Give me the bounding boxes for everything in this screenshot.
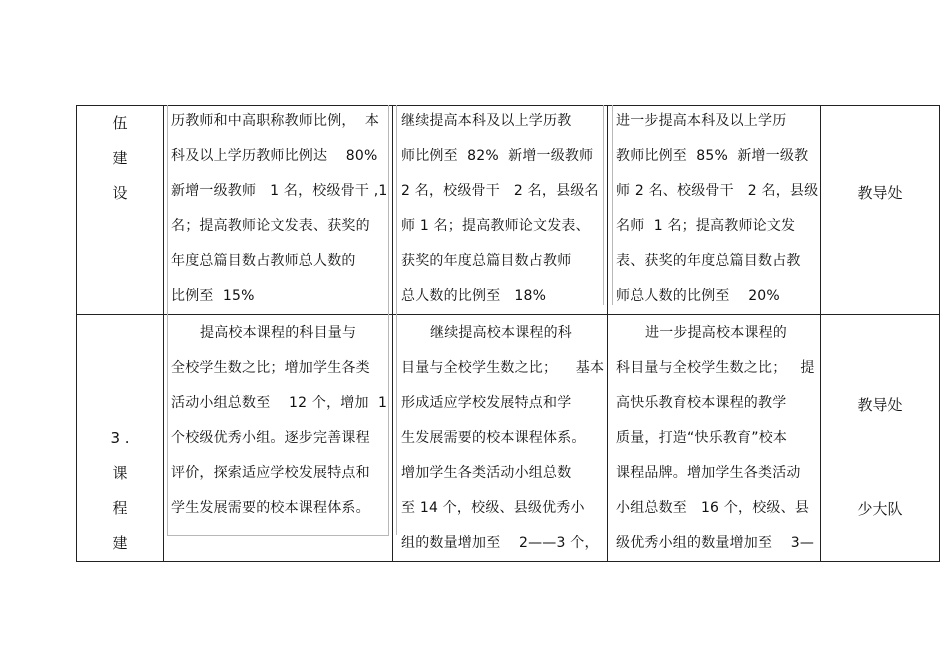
table-right-border bbox=[939, 105, 940, 562]
cell-line: 师总人数的比例至 20% bbox=[616, 288, 780, 304]
category-char: 建 bbox=[112, 534, 128, 552]
cell-line: 质量，打造“快乐教育”校本 bbox=[616, 430, 788, 446]
cell-line: 生发展需要的校本课程体系。 bbox=[401, 430, 586, 446]
cell-line: 科及以上学历教师比例达 80% bbox=[171, 148, 378, 164]
cell-line: 评价，探索适应学校发展特点和 bbox=[171, 465, 370, 481]
inner-line bbox=[603, 105, 604, 305]
cell-line: 级优秀小组的数量增加至 3— bbox=[616, 535, 815, 551]
column-divider bbox=[820, 105, 821, 562]
category-char: 设 bbox=[112, 184, 128, 202]
cell-line: 活动小组总数至 12 个，增加 1 bbox=[171, 395, 388, 411]
cell-line: 组的数量增加至 2——3 个， bbox=[401, 535, 599, 551]
column-divider bbox=[392, 105, 393, 562]
category-char: 课 bbox=[112, 464, 128, 482]
cell-line: 课程品牌。增加学生各类活动 bbox=[616, 465, 801, 481]
row-divider bbox=[76, 314, 940, 315]
cell-line: 年度总篇目数占教师总人数的 bbox=[171, 253, 356, 269]
cell-line: 全校学生数之比；增加学生各类 bbox=[171, 360, 370, 376]
category-char: 3 . bbox=[110, 429, 130, 447]
inner-line bbox=[396, 105, 397, 535]
department-label: 教导处 bbox=[857, 184, 903, 202]
cell-line: 进一步提高校本课程的 bbox=[645, 325, 787, 341]
cell-line: 科目量与全校学生数之比； 提 bbox=[616, 360, 815, 376]
inner-line bbox=[167, 535, 389, 536]
cell-line: 进一步提高本科及以上学历 bbox=[616, 113, 787, 129]
table-left-border bbox=[76, 105, 77, 562]
cell-line: 提高校本课程的科目量与 bbox=[200, 325, 357, 341]
cell-line: 名师 1 名；提高教师论文发 bbox=[616, 218, 796, 234]
department-label: 教导处 bbox=[857, 396, 903, 414]
cell-line: 小组总数至 16 个，校级、县 bbox=[616, 500, 810, 516]
cell-line: 表、获奖的年度总篇目数占教 bbox=[616, 253, 801, 269]
cell-line: 总人数的比例至 18% bbox=[401, 288, 547, 304]
cell-line: 名；提高教师论文发表、获奖的 bbox=[171, 218, 370, 234]
table-bottom-border bbox=[76, 561, 940, 562]
column-divider bbox=[607, 105, 608, 562]
cell-line: 历教师和中高职称教师比例， 本 bbox=[171, 113, 380, 129]
category-char: 程 bbox=[112, 499, 128, 517]
cell-line: 形成适应学校发展特点和学 bbox=[401, 395, 572, 411]
category-char: 建 bbox=[112, 149, 128, 167]
cell-line: 师 2 名、校级骨干 2 名，县级 bbox=[616, 183, 819, 199]
cell-line: 新增一级教师 1 名，校级骨干 ,1 bbox=[171, 183, 388, 199]
department-label: 少大队 bbox=[857, 500, 903, 518]
cell-line: 师比例至 82% 新增一级教师 bbox=[401, 148, 594, 164]
cell-line: 获奖的年度总篇目数占教师 bbox=[401, 253, 572, 269]
category-char: 伍 bbox=[112, 114, 128, 132]
cell-line: 增加学生各类活动小组总数 bbox=[401, 465, 572, 481]
cell-line: 高快乐教育校本课程的教学 bbox=[616, 395, 787, 411]
cell-line: 教师比例至 85% 新增一级教 bbox=[616, 148, 809, 164]
inner-line bbox=[388, 105, 389, 535]
inner-line bbox=[612, 105, 613, 305]
cell-line: 继续提高校本课程的科 bbox=[430, 325, 572, 341]
cell-line: 继续提高本科及以上学历教 bbox=[401, 113, 572, 129]
inner-line bbox=[167, 105, 168, 535]
cell-line: 个校级优秀小组。逐步完善课程 bbox=[171, 430, 370, 446]
cell-line: 学生发展需要的校本课程体系。 bbox=[171, 500, 370, 516]
cell-line: 至 14 个，校级、县级优秀小 bbox=[401, 500, 585, 516]
cell-line: 目量与全校学生数之比； 基本 bbox=[401, 360, 605, 376]
column-divider bbox=[163, 105, 164, 562]
cell-line: 比例至 15% bbox=[171, 288, 255, 304]
cell-line: 师 1 名；提高教师论文发表、 bbox=[401, 218, 590, 234]
cell-line: 2 名，校级骨干 2 名，县级名 bbox=[401, 183, 599, 199]
